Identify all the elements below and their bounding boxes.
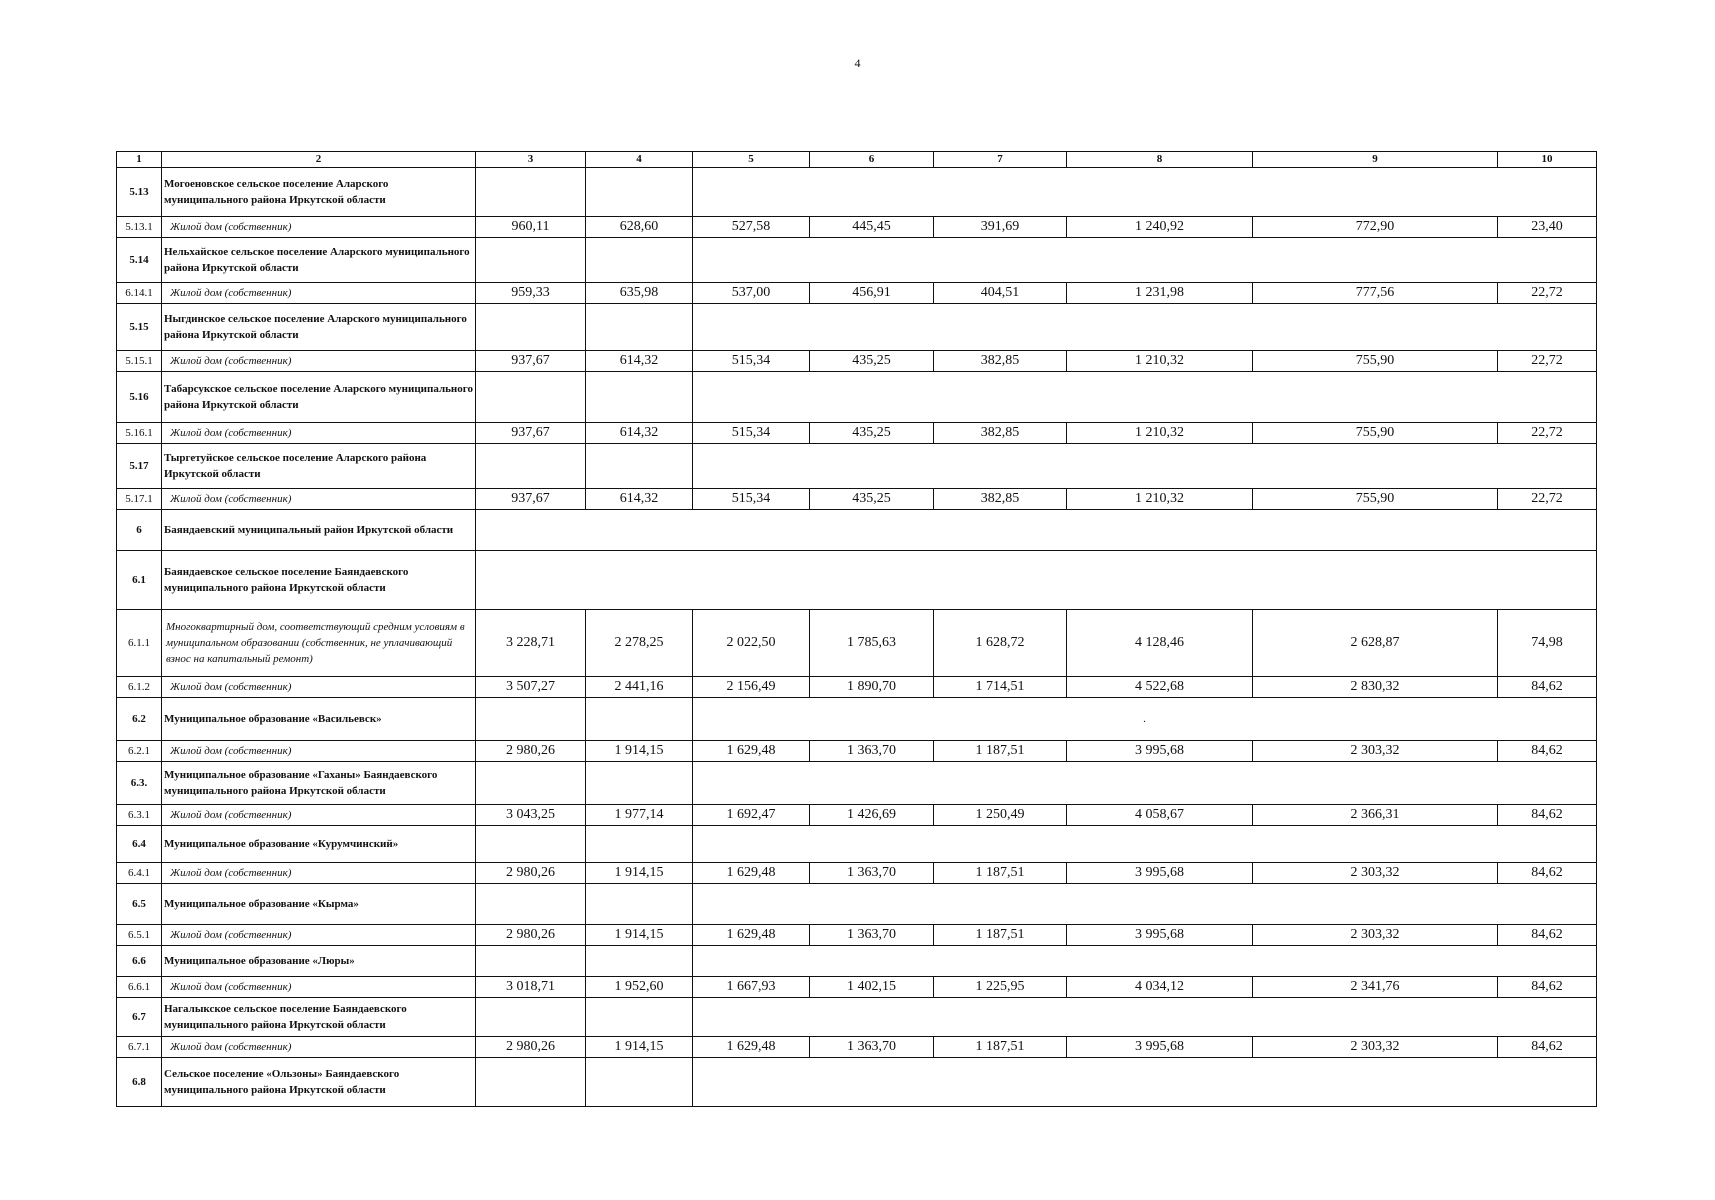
- empty-cell: [476, 304, 586, 351]
- row-number: 5.16: [117, 372, 162, 423]
- tariff-value: 515,34: [693, 423, 810, 444]
- row-number: 6.5: [117, 884, 162, 925]
- tariff-value: 382,85: [934, 351, 1067, 372]
- tariff-value: 3 995,68: [1067, 1037, 1253, 1058]
- tariff-value: 1 210,32: [1067, 351, 1253, 372]
- column-number: 2: [162, 152, 476, 168]
- row-number: 6.3.: [117, 762, 162, 805]
- settlement-row: [117, 238, 1597, 283]
- settlement-row: [117, 444, 1597, 489]
- settlement-row: [117, 826, 1597, 863]
- merged-blank-cell: [693, 1058, 1597, 1107]
- tariff-value: 755,90: [1253, 423, 1498, 444]
- row-number: 6.1: [117, 551, 162, 610]
- empty-cell: [476, 946, 586, 977]
- settlement-name: Нельхайское сельское поселение Аларского муниципального района Иркутской области: [162, 238, 476, 283]
- tariff-value: 22,72: [1498, 283, 1597, 304]
- tariff-value: 1 187,51: [934, 1037, 1067, 1058]
- tariff-value: 3 995,68: [1067, 925, 1253, 946]
- row-number: 6.2: [117, 698, 162, 741]
- merged-blank-cell: [476, 510, 1597, 551]
- row-number: 6.8: [117, 1058, 162, 1107]
- tariff-value: 1 187,51: [934, 741, 1067, 762]
- tariff-value: 1 629,48: [693, 741, 810, 762]
- column-number: 4: [586, 152, 693, 168]
- merged-blank-cell: [693, 884, 1597, 925]
- tariff-value: 515,34: [693, 351, 810, 372]
- row-number: 5.16.1: [117, 423, 162, 444]
- tariff-value: 1 667,93: [693, 977, 810, 998]
- tariff-value: 2 156,49: [693, 677, 810, 698]
- settlement-name: Тыргетуйское сельское поселение Аларского района Иркутской области: [162, 444, 476, 489]
- tariff-row: [117, 925, 1597, 946]
- tariff-value: 4 128,46: [1067, 610, 1253, 677]
- tariff-value: 74,98: [1498, 610, 1597, 677]
- merged-blank-cell: [693, 304, 1597, 351]
- column-number: 1: [117, 152, 162, 168]
- column-number: 5: [693, 152, 810, 168]
- row-number: 5.14: [117, 238, 162, 283]
- tariff-value: 2 830,32: [1253, 677, 1498, 698]
- tariff-row: [117, 1037, 1597, 1058]
- empty-cell: [476, 238, 586, 283]
- settlement-name: Муниципальное образование «Кырма»: [162, 884, 476, 925]
- tariff-value: 2 366,31: [1253, 805, 1498, 826]
- tariff-row: [117, 741, 1597, 762]
- empty-cell: [586, 168, 693, 217]
- tariff-value: 22,72: [1498, 489, 1597, 510]
- housing-type-label: Жилой дом (собственник): [162, 217, 476, 238]
- tariff-value: 1 914,15: [586, 925, 693, 946]
- tariff-value: 755,90: [1253, 351, 1498, 372]
- tariff-value: 1 363,70: [810, 925, 934, 946]
- tariff-row: [117, 677, 1597, 698]
- tariff-value: 84,62: [1498, 741, 1597, 762]
- settlement-name: Муниципальное образование «Гаханы» Баяндаевского муниципального района Иркутской области: [162, 762, 476, 805]
- tariff-table: [116, 151, 1597, 1107]
- row-number: 6.4: [117, 826, 162, 863]
- tariff-value: 635,98: [586, 283, 693, 304]
- tariff-value: 1 785,63: [810, 610, 934, 677]
- merged-blank-cell: [693, 698, 1597, 741]
- tariff-value: 1 363,70: [810, 1037, 934, 1058]
- tariff-value: 2 980,26: [476, 925, 586, 946]
- row-number: 6.2.1: [117, 741, 162, 762]
- settlement-name: Ныгдинское сельское поселение Аларского муниципального района Иркутской области: [162, 304, 476, 351]
- settlement-name: Муниципальное образование «Курумчинский»: [162, 826, 476, 863]
- empty-cell: [586, 698, 693, 741]
- row-number: 6.1.1: [117, 610, 162, 677]
- row-number: 6: [117, 510, 162, 551]
- empty-cell: [476, 762, 586, 805]
- settlement-row: [117, 998, 1597, 1037]
- tariff-value: 1 714,51: [934, 677, 1067, 698]
- empty-cell: [586, 826, 693, 863]
- merged-blank-cell: [693, 826, 1597, 863]
- tariff-value: 3 018,71: [476, 977, 586, 998]
- tariff-value: 391,69: [934, 217, 1067, 238]
- empty-cell: [586, 762, 693, 805]
- empty-cell: [476, 444, 586, 489]
- tariff-value: 84,62: [1498, 677, 1597, 698]
- tariff-value: 2 980,26: [476, 863, 586, 884]
- settlement-name: Табарсукское сельское поселение Аларского муниципального района Иркутской области: [162, 372, 476, 423]
- tariff-value: 777,56: [1253, 283, 1498, 304]
- tariff-value: 404,51: [934, 283, 1067, 304]
- settlement-name: Сельское поселение «Ользоны» Баяндаевского муниципального района Иркутской области: [162, 1058, 476, 1107]
- housing-type-label: Жилой дом (собственник): [162, 741, 476, 762]
- tariff-value: 435,25: [810, 489, 934, 510]
- tariff-value: 755,90: [1253, 489, 1498, 510]
- tariff-value: 2 303,32: [1253, 925, 1498, 946]
- empty-cell: [586, 444, 693, 489]
- tariff-value: 1 250,49: [934, 805, 1067, 826]
- district-name: Баяндаевский муниципальный район Иркутской области: [162, 510, 476, 551]
- tariff-value: 2 303,32: [1253, 863, 1498, 884]
- tariff-value: 3 043,25: [476, 805, 586, 826]
- tariff-value: 1 914,15: [586, 863, 693, 884]
- housing-type-label: Жилой дом (собственник): [162, 489, 476, 510]
- tariff-value: 515,34: [693, 489, 810, 510]
- tariff-value: 1 692,47: [693, 805, 810, 826]
- row-number: 6.6.1: [117, 977, 162, 998]
- district-row: [117, 510, 1597, 551]
- housing-type-label: Жилой дом (собственник): [162, 805, 476, 826]
- merged-blank-cell: [693, 444, 1597, 489]
- tariff-value: 1 231,98: [1067, 283, 1253, 304]
- settlement-row: [117, 168, 1597, 217]
- tariff-value: 22,72: [1498, 351, 1597, 372]
- tariff-value: 382,85: [934, 489, 1067, 510]
- row-number: 5.17.1: [117, 489, 162, 510]
- tariff-value: 22,72: [1498, 423, 1597, 444]
- row-number: 6.14.1: [117, 283, 162, 304]
- tariff-value: 84,62: [1498, 1037, 1597, 1058]
- empty-cell: [476, 372, 586, 423]
- tariff-value: 435,25: [810, 351, 934, 372]
- row-number: 5.17: [117, 444, 162, 489]
- empty-cell: [586, 884, 693, 925]
- empty-cell: [586, 372, 693, 423]
- settlement-row: [117, 304, 1597, 351]
- column-number: 10: [1498, 152, 1597, 168]
- tariff-value: 614,32: [586, 489, 693, 510]
- housing-type-label: Жилой дом (собственник): [162, 1037, 476, 1058]
- district-name: Баяндаевское сельское поселение Баяндаевского муниципального района Иркутской области: [162, 551, 476, 610]
- tariff-value: 1 225,95: [934, 977, 1067, 998]
- row-number: 6.7: [117, 998, 162, 1037]
- tariff-value: 456,91: [810, 283, 934, 304]
- settlement-row: [117, 946, 1597, 977]
- tariff-value: 3 995,68: [1067, 741, 1253, 762]
- tariff-value: 2 441,16: [586, 677, 693, 698]
- empty-cell: [476, 998, 586, 1037]
- merged-blank-cell: [693, 372, 1597, 423]
- merged-blank-cell: [693, 762, 1597, 805]
- tariff-value: 1 628,72: [934, 610, 1067, 677]
- housing-type-label: Жилой дом (собственник): [162, 423, 476, 444]
- housing-type-label: Жилой дом (собственник): [162, 351, 476, 372]
- settlement-row: [117, 762, 1597, 805]
- merged-blank-cell: [476, 551, 1597, 610]
- tariff-value: 1 952,60: [586, 977, 693, 998]
- tariff-value: 2 980,26: [476, 741, 586, 762]
- settlement-row: [117, 698, 1597, 741]
- tariff-value: 84,62: [1498, 925, 1597, 946]
- row-number: 5.13: [117, 168, 162, 217]
- tariff-value: 84,62: [1498, 805, 1597, 826]
- page-number: 4: [854, 56, 861, 70]
- tariff-value: 1 914,15: [586, 1037, 693, 1058]
- housing-type-label: Жилой дом (собственник): [162, 925, 476, 946]
- tariff-value: 628,60: [586, 217, 693, 238]
- empty-cell: [586, 946, 693, 977]
- settlement-row: [117, 1058, 1597, 1107]
- tariff-value: 2 303,32: [1253, 741, 1498, 762]
- row-number: 6.4.1: [117, 863, 162, 884]
- tariff-value: 435,25: [810, 423, 934, 444]
- tariff-value: 1 426,69: [810, 805, 934, 826]
- tariff-row: [117, 423, 1597, 444]
- tariff-value: 1 187,51: [934, 863, 1067, 884]
- tariff-value: 1 240,92: [1067, 217, 1253, 238]
- tariff-value: 2 341,76: [1253, 977, 1498, 998]
- merged-blank-cell: [693, 238, 1597, 283]
- housing-type-label: Жилой дом (собственник): [162, 677, 476, 698]
- tariff-value: 382,85: [934, 423, 1067, 444]
- tariff-value: 1 363,70: [810, 741, 934, 762]
- column-number-row: [117, 152, 1597, 168]
- tariff-value: 937,67: [476, 423, 586, 444]
- tariff-value: 2 980,26: [476, 1037, 586, 1058]
- tariff-value: 537,00: [693, 283, 810, 304]
- tariff-value: 4 034,12: [1067, 977, 1253, 998]
- column-number: 3: [476, 152, 586, 168]
- tariff-row: [117, 283, 1597, 304]
- merged-blank-cell: [693, 946, 1597, 977]
- row-number: 5.15.1: [117, 351, 162, 372]
- settlement-name: Муниципальное образование «Люры»: [162, 946, 476, 977]
- tariff-value: 1 629,48: [693, 925, 810, 946]
- tariff-value: 1 402,15: [810, 977, 934, 998]
- tariff-value: 1 914,15: [586, 741, 693, 762]
- tariff-value: 445,45: [810, 217, 934, 238]
- tariff-value: 3 228,71: [476, 610, 586, 677]
- tariff-value: 1 187,51: [934, 925, 1067, 946]
- tariff-value: 1 210,32: [1067, 423, 1253, 444]
- settlement-name: Нагалыкское сельское поселение Баяндаевского муниципального района Иркутской области: [162, 998, 476, 1037]
- tariff-value: 4 058,67: [1067, 805, 1253, 826]
- tariff-value: 772,90: [1253, 217, 1498, 238]
- tariff-row: [117, 805, 1597, 826]
- column-number: 8: [1067, 152, 1253, 168]
- empty-cell: [476, 1058, 586, 1107]
- tariff-row: [117, 217, 1597, 238]
- row-number: 6.3.1: [117, 805, 162, 826]
- row-number: 6.6: [117, 946, 162, 977]
- tariff-value: 84,62: [1498, 863, 1597, 884]
- tariff-value: 4 522,68: [1067, 677, 1253, 698]
- tariff-value: 84,62: [1498, 977, 1597, 998]
- tariff-value: 2 303,32: [1253, 1037, 1498, 1058]
- housing-type-label: Многоквартирный дом, соответствующий средним условиям в муниципальном образовании (собственник, не уплачивающий взнос на капитальный ремонт): [162, 610, 476, 677]
- settlement-name: Муниципальное образование «Васильевск»: [162, 698, 476, 741]
- row-number: 6.5.1: [117, 925, 162, 946]
- tariff-value: 2 278,25: [586, 610, 693, 677]
- empty-cell: [476, 884, 586, 925]
- tariff-value: 3 995,68: [1067, 863, 1253, 884]
- tariff-value: 937,67: [476, 351, 586, 372]
- tariff-value: 527,58: [693, 217, 810, 238]
- column-number: 7: [934, 152, 1067, 168]
- empty-cell: [586, 1058, 693, 1107]
- empty-cell: [586, 998, 693, 1037]
- settlement-row: [117, 884, 1597, 925]
- merged-blank-cell: [693, 168, 1597, 217]
- tariff-value: 23,40: [1498, 217, 1597, 238]
- housing-type-label: Жилой дом (собственник): [162, 283, 476, 304]
- row-number: 6.7.1: [117, 1037, 162, 1058]
- merged-blank-cell: [693, 998, 1597, 1037]
- row-number: 6.1.2: [117, 677, 162, 698]
- tariff-value: 1 363,70: [810, 863, 934, 884]
- housing-type-label: Жилой дом (собственник): [162, 977, 476, 998]
- empty-cell: [476, 168, 586, 217]
- tariff-row: [117, 610, 1597, 677]
- tariff-value: 614,32: [586, 423, 693, 444]
- empty-cell: [476, 826, 586, 863]
- tariff-value: 614,32: [586, 351, 693, 372]
- table-body: [117, 152, 1597, 1107]
- tariff-value: 2 022,50: [693, 610, 810, 677]
- row-number: 5.15: [117, 304, 162, 351]
- settlement-name: Могоеновское сельское поселение Аларского муниципального района Иркутской области: [162, 168, 476, 217]
- tariff-row: [117, 977, 1597, 998]
- row-number: 5.13.1: [117, 217, 162, 238]
- housing-type-label: Жилой дом (собственник): [162, 863, 476, 884]
- tariff-value: 1 629,48: [693, 863, 810, 884]
- empty-cell: [586, 304, 693, 351]
- tariff-row: [117, 489, 1597, 510]
- district-row: [117, 551, 1597, 610]
- tariff-value: 3 507,27: [476, 677, 586, 698]
- tariff-value: 2 628,87: [1253, 610, 1498, 677]
- tariff-value: 1 890,70: [810, 677, 934, 698]
- tariff-value: 937,67: [476, 489, 586, 510]
- tariff-value: 1 977,14: [586, 805, 693, 826]
- tariff-value: 959,33: [476, 283, 586, 304]
- empty-cell: [476, 698, 586, 741]
- tariff-row: [117, 863, 1597, 884]
- column-number: 6: [810, 152, 934, 168]
- tariff-value: 1 629,48: [693, 1037, 810, 1058]
- tariff-value: 1 210,32: [1067, 489, 1253, 510]
- empty-cell: [586, 238, 693, 283]
- scan-mark: .: [1143, 713, 1146, 725]
- settlement-row: [117, 372, 1597, 423]
- column-number: 9: [1253, 152, 1498, 168]
- tariff-value: 960,11: [476, 217, 586, 238]
- tariff-row: [117, 351, 1597, 372]
